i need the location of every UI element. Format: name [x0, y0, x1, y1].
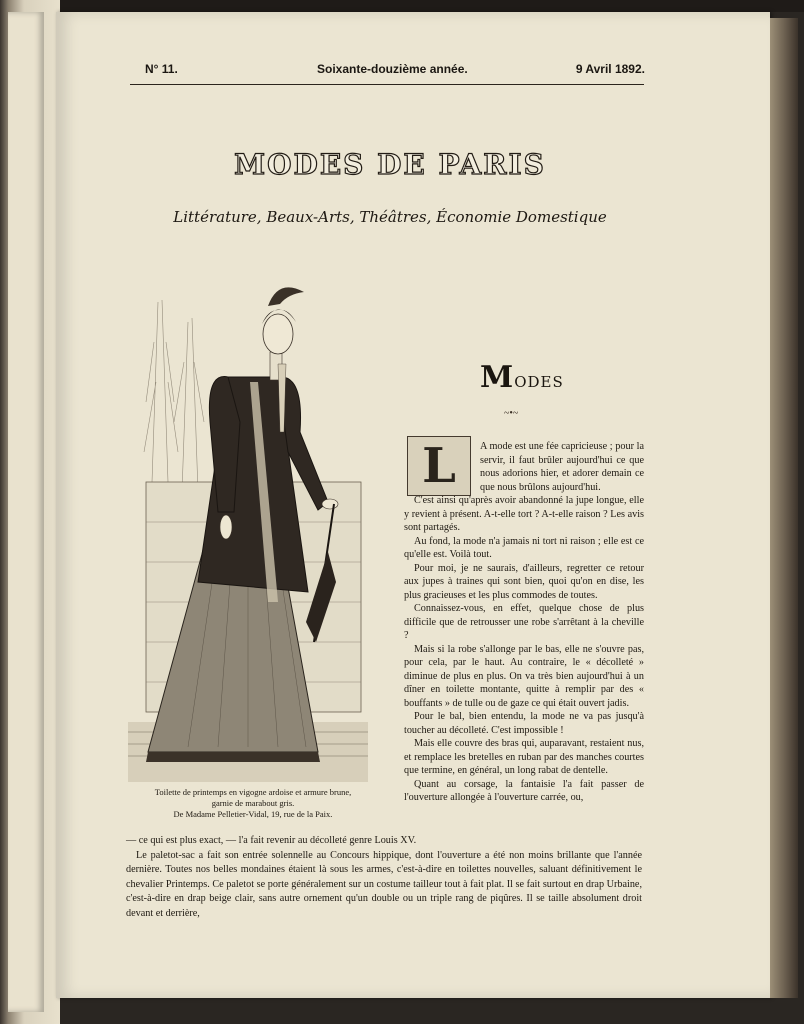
- scan-top-border: [0, 0, 804, 12]
- title-initial: M: [480, 360, 515, 395]
- paragraph: C'est ainsi qu'après avoir abandonné la jupe longue, elle y revient à présent. A-t-elle tort ? A-t-elle raison ? Les avis sont partagés.: [404, 495, 644, 533]
- fashion-plate-illustration: [128, 282, 368, 782]
- skirt-hem: [146, 752, 320, 762]
- article-title: [480, 360, 564, 395]
- running-header: [145, 60, 645, 82]
- article-column: [404, 440, 644, 805]
- masthead-title: MODES DE PARIS: [234, 148, 546, 181]
- book-page-edges: [770, 18, 798, 998]
- paragraph: Pour moi, je ne saurais, d'ailleurs, regretter ce retour aux jupes à traines qui sont bien, quoi qu'on en dise, les plus gracieuses et les plus commodes de toutes.: [404, 562, 644, 601]
- caption-line: Toilette de printemps en vigogne ardoise et armure brune,: [154, 787, 352, 797]
- issue-number: N° 11.: [145, 62, 178, 76]
- paragraph: Le paletot-sac a fait son entrée solennelle au Concours hippique, dont l'ouverture a été non moins brillante que l'année dernière. Toutes nos belles mondaines étaient là sous les armes, c'est-à-dire en toilettes nouvelles, saluant définitivement le chevalier Printemps. Ce paletot se porte généralement sur un costume tailleur tout à fait plat. Il se fait surtout en drap Urbaine, c'est-à-dire en drap beige clair, sans autre ornement qu'un double ou un triple rang de piqûres. Il se taille absolument droit devant et derrière,: [126, 849, 642, 919]
- paragraph: Connaissez-vous, en effet, quelque chose de plus difficile que de retrousser une robe s'arrêtant à la cheville ?: [404, 603, 644, 641]
- issue-date: 9 Avril 1892.: [575, 62, 645, 76]
- illustration-caption: [128, 787, 378, 820]
- paragraph: Au fond, la mode n'a jamais ni tort ni raison ; elle est ce qu'elle est. Voilà tout.: [404, 535, 644, 560]
- title-ornament: ~•~: [504, 408, 519, 419]
- masthead-subtitle: Littérature, Beaux-Arts, Théâtres, Économie Domestique: [173, 208, 607, 226]
- paragraph: Quant au corsage, la fantaisie l'a fait passer de l'ouverture allongée à l'ouverture carrée, ou,: [404, 778, 644, 803]
- background-trees: [144, 300, 204, 492]
- head: [263, 314, 293, 354]
- paragraph: Pour le bal, bien entendu, la mode ne va pas jusqu'à toucher au décolleté. C'est impossible !: [404, 711, 644, 736]
- left-page-edge: [8, 12, 44, 1012]
- article-wide-text: [126, 834, 642, 921]
- header-rule: [130, 84, 644, 85]
- issue-year: Soixante-douzième année.: [317, 62, 468, 76]
- paragraph: Mais si la robe s'allonge par le bas, elle ne s'ouvre pas, pour cela, par le haut. Au contraire, le « décolleté » diminue de plus en plus. On va très bien aujourd'hui à un dîner en toilette montante, quitte à remplir par des « bouffants » de tulle ou de gaze ce qui était ouvert jadis.: [404, 643, 644, 709]
- paragraph: Mais elle couvre des bras qui, auparavant, restaient nus, et remplace les bretelles en ruban par des manches courtes que termine, en général, un long rabat de dentelle.: [404, 738, 644, 776]
- caption-line: De Madame Pelletier-Vidal, 19, rue de la Paix.: [173, 809, 333, 819]
- hat-feather: [268, 287, 304, 306]
- paragraph: A mode est une fée capricieuse ; pour la servir, il faut brûler aujourd'hui ce que nous adorions hier, et adorer demain ce que nous brûlons aujourd'hui.: [480, 441, 644, 493]
- drop-cap: L: [407, 436, 471, 496]
- caption-line: garnie de marabout gris.: [211, 798, 295, 808]
- paragraph: — ce qui est plus exact, — l'a fait revenir au décolleté genre Louis XV.: [126, 835, 417, 846]
- title-rest: ODES: [514, 373, 564, 391]
